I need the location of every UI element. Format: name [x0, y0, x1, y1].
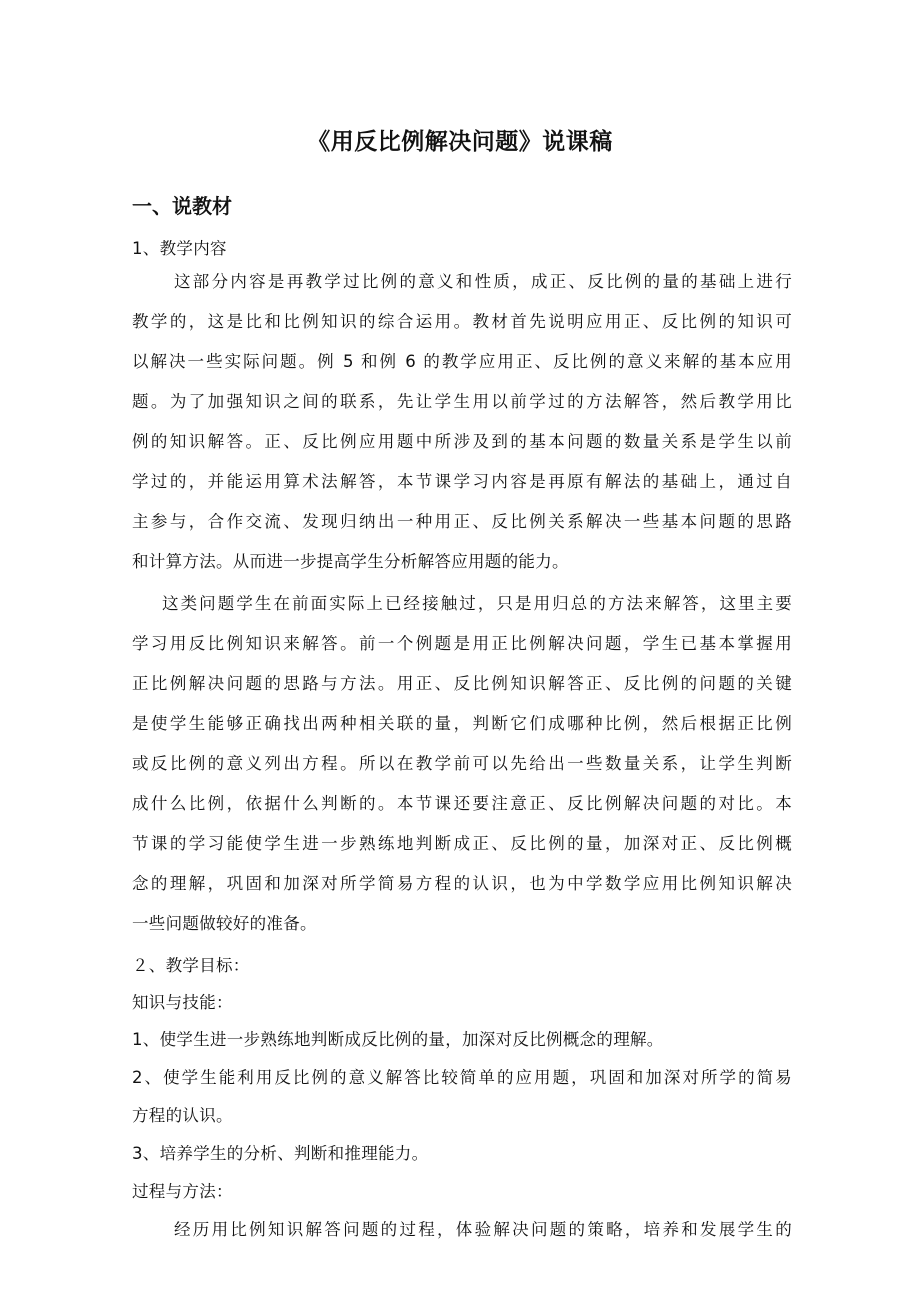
paragraph-line: 题。为了加强知识之间的联系，先让学生用以前学过的方法解答，然后教学用比: [132, 392, 792, 411]
goal-item: 1、使学生进一步熟练地判断成反比例的量，加深对反比例概念的理解。: [132, 1030, 664, 1049]
paragraph-line: 教学的，这是比和比例知识的综合运用。教材首先说明应用正、反比例的知识可: [132, 312, 792, 331]
paragraph-line: 或反比例的意义列出方程。所以在教学前可以先给出一些数量关系，让学生判断: [132, 754, 792, 773]
goal-item: 3、培养学生的分析、判断和推理能力。: [132, 1144, 429, 1163]
item-heading: ２、教学目标：: [132, 956, 250, 975]
paragraph-line: 这类问题学生在前面实际上已经接触过，只是用归总的方法来解答，这里主要: [162, 594, 792, 613]
paragraph-line: 正比例解决问题的思路与方法。用正、反比例知识解答正、反比例的问题的关键: [132, 674, 792, 693]
paragraph-line: 成什么比例，依据什么判断的。本节课还要注意正、反比例解决问题的对比。本: [132, 794, 792, 813]
paragraph-line: 和计算方法。从而进一步提高学生分析解答应用题的能力。: [132, 552, 569, 571]
paragraph-line: 一些问题做较好的准备。: [132, 914, 317, 933]
paragraph-line: 经历用比例知识解答问题的过程，体验解决问题的策略，培养和发展学生的: [174, 1220, 792, 1239]
paragraph-line: 学习用反比例知识来解答。前一个例题是用正比例解决问题，学生已基本掌握用: [132, 634, 792, 653]
paragraph-line: 例的知识解答。正、反比例应用题中所涉及到的基本问题的数量关系是学生以前: [132, 432, 792, 451]
paragraph-line: 这部分内容是再教学过比例的意义和性质，成正、反比例的量的基础上进行: [174, 272, 792, 291]
section-heading: 一、说教材: [132, 194, 232, 218]
document-title: 《用反比例解决问题》说课稿: [307, 129, 613, 155]
paragraph-line: 以解决一些实际问题。例 5 和例 6 的教学应用正、反比例的意义来解的基本应用: [132, 352, 792, 371]
paragraph-line: 学过的，并能运用算术法解答，本节课学习内容是再原有解法的基础上，通过自: [132, 472, 792, 491]
goal-item: 方程的认识。: [132, 1106, 233, 1125]
goal-item: 2、使学生能利用反比例的意义解答比较简单的应用题，巩固和加深对所学的简易: [132, 1068, 792, 1087]
subheading: 过程与方法：: [132, 1182, 233, 1201]
subheading: 知识与技能：: [132, 993, 233, 1012]
paragraph-line: 主参与，合作交流、发现归纳出一种用正、反比例关系解决一些基本问题的思路: [132, 512, 792, 531]
paragraph-line: 是使学生能够正确找出两种相关联的量，判断它们成哪种比例，然后根据正比例: [132, 714, 792, 733]
paragraph-line: 念的理解，巩固和加深对所学简易方程的认识，也为中学数学应用比例知识解决: [132, 874, 792, 893]
item-heading: 1、教学内容: [132, 239, 227, 258]
paragraph-line: 节课的学习能使学生进一步熟练地判断成正、反比例的量，加深对正、反比例概: [132, 834, 792, 853]
